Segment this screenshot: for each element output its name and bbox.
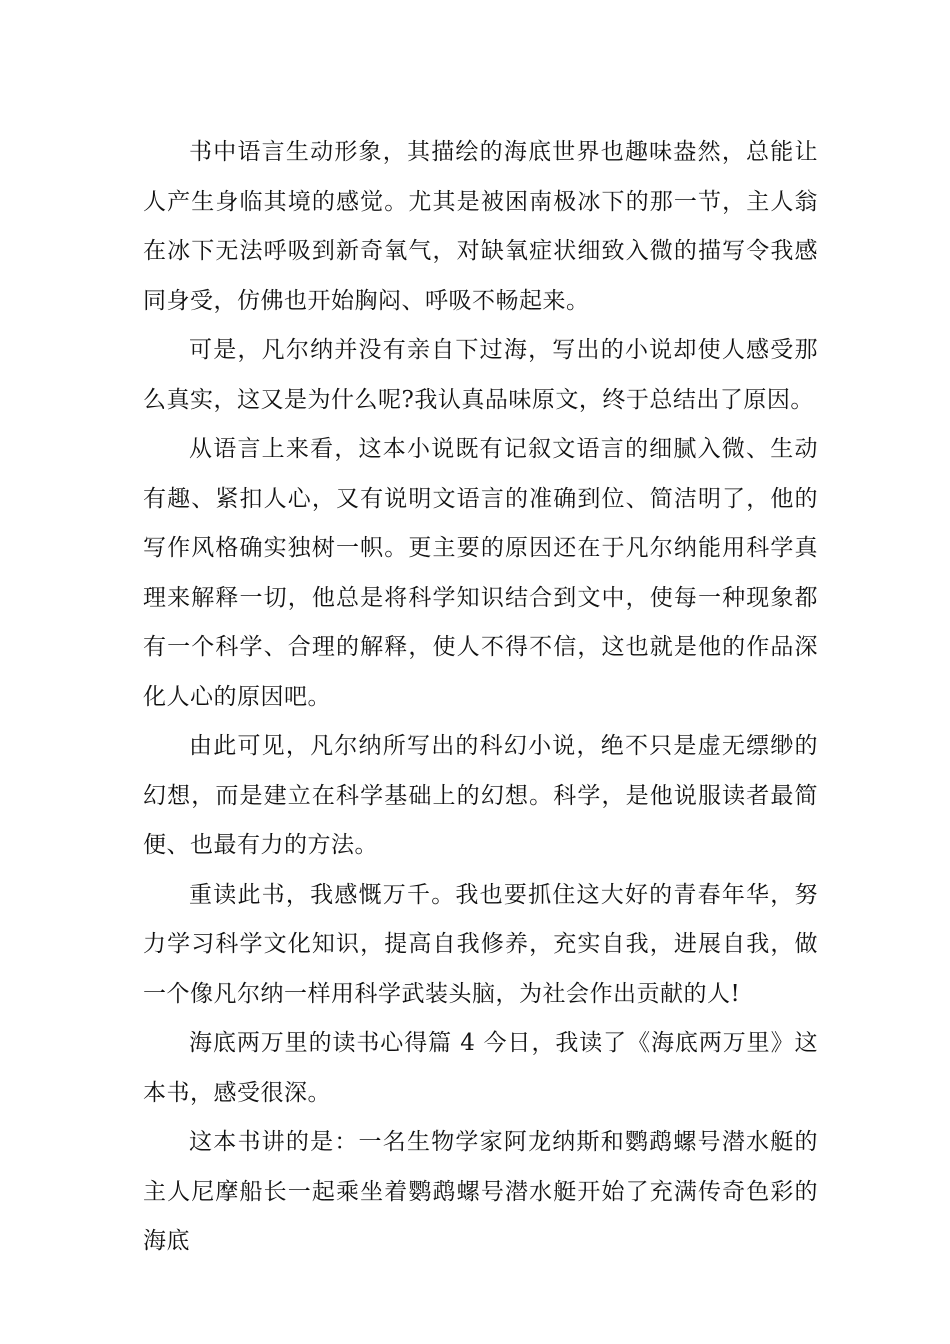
paragraph-6: 海底两万里的读书心得篇 4 今日，我读了《海底两万里》这本书，感受很深。 <box>143 1030 818 1106</box>
body-text <box>143 128 818 1267</box>
paragraph-3: 从语言上来看，这本小说既有记叙文语言的细腻入微、生动有趣、紧扣人心，又有说明文语言的准确到位、简洁明了，他的写作风格确实独树一帜。更主要的原因还在于凡尔纳能用科学真理来解释一切，他总是将科学知识结合到文中，使每一种现象都有一个科学、合理的解释，使人不得不信，这也就是他的作品深化人心的原因吧。 <box>143 436 818 710</box>
paragraph-2: 可是，凡尔纳并没有亲自下过海，写出的小说却使人感受那么真实，这又是为什么呢?我认真品味原文，终于总结出了原因。 <box>143 337 818 413</box>
paragraph-4: 由此可见，凡尔纳所写出的科幻小说，绝不只是虚无缥缈的幻想，而是建立在科学基础上的幻想。科学，是他说服读者最简便、也最有力的方法。 <box>143 733 818 858</box>
paragraph-1: 书中语言生动形象，其描绘的海底世界也趣味盎然，总能让人产生身临其境的感觉。尤其是被困南极冰下的那一节，主人翁在冰下无法呼吸到新奇氧气，对缺氧症状细致入微的描写令我感同身受，仿佛也开始胸闷、呼吸不畅起来。 <box>143 139 818 314</box>
paragraph-7: 这本书讲的是：一名生物学家阿龙纳斯和鹦鹉螺号潜水艇的主人尼摩船长一起乘坐着鹦鹉螺号潜水艇开始了充满传奇色彩的海底 <box>143 1129 818 1254</box>
paragraph-5: 重读此书，我感慨万千。我也要抓住这大好的青春年华，努力学习科学文化知识，提高自我修养，充实自我，进展自我，做一个像凡尔纳一样用科学武装头脑，为社会作出贡献的人! <box>143 881 818 1007</box>
